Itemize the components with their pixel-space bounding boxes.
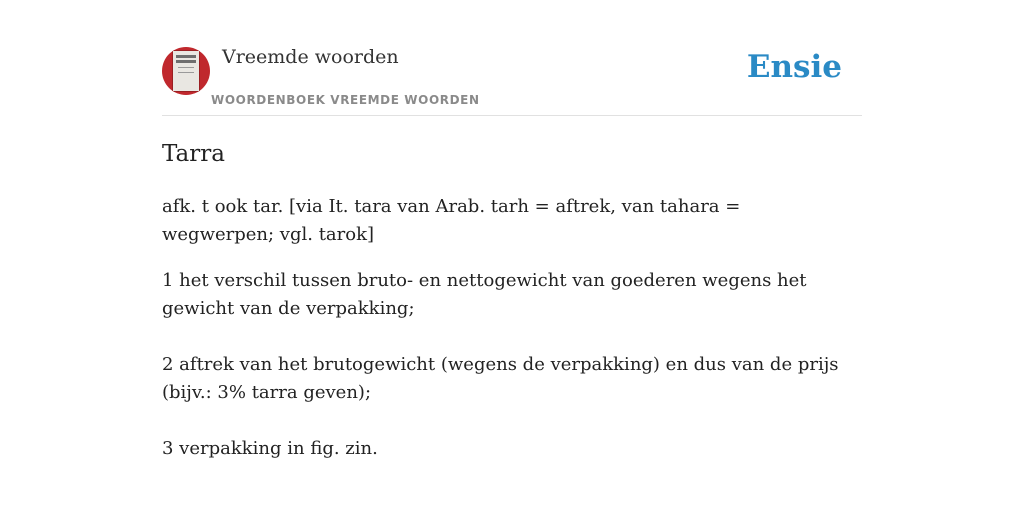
- etymology-text: afk. t ook tar. [via It. tara van Arab. tarh = aftrek, van tahara = wegwerpen; vgl. tarok]: [162, 196, 741, 245]
- site-title[interactable]: Vreemde woorden: [222, 46, 399, 68]
- site-subtitle: WOORDENBOEK VREEMDE WOORDEN: [211, 93, 480, 107]
- definition-list: [162, 267, 852, 491]
- book-cover-icon: [173, 51, 199, 91]
- page-container: [162, 0, 862, 459]
- definition-item: 3 verpakking in fig. zin.: [162, 438, 378, 459]
- header: [162, 0, 862, 116]
- avatar[interactable]: [162, 47, 210, 95]
- brand-logo[interactable]: Ensie: [746, 49, 842, 85]
- page-title: Tarra: [162, 141, 225, 167]
- definition-item: 2 aftrek van het brutogewicht (wegens de verpakking) en dus van de prijs (bijv.: 3% tarra geven);: [162, 354, 839, 403]
- definition-item: 1 het verschil tussen bruto- en nettogewicht van goederen wegens het gewicht van de verpakking;: [162, 270, 807, 319]
